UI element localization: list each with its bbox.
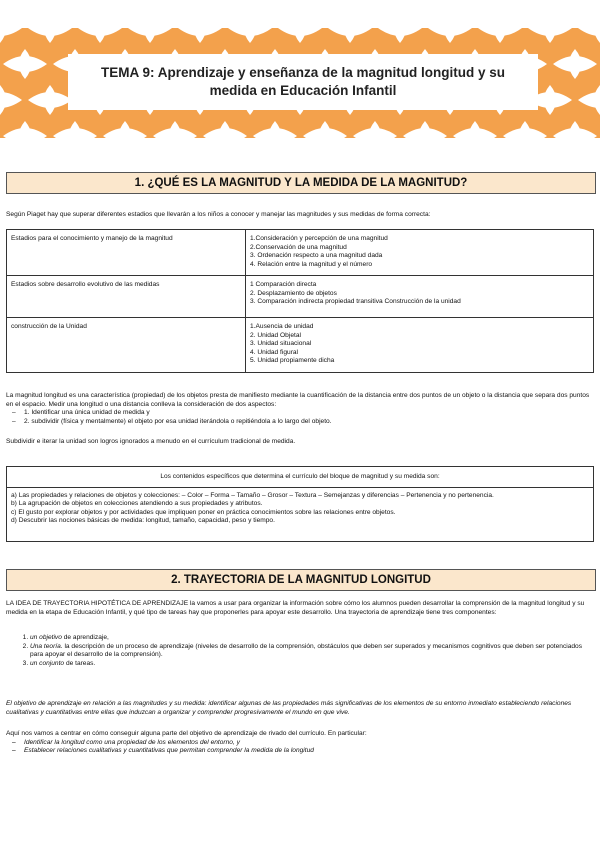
title-line-2: medida en Educación Infantil xyxy=(209,83,397,98)
section-1-heading xyxy=(6,172,596,194)
section-2-heading xyxy=(6,569,596,591)
table-row xyxy=(7,318,594,373)
curriculum-items xyxy=(7,488,593,530)
section-1-heading-text: 1. ¿QUÉ ES LA MAGNITUD Y LA MEDIDA DE LA MAGNITUD? xyxy=(134,177,468,189)
list-item: c) El gusto por explorar objetos y por actividades que impliquen poner en práctica conocimientos sobre las relaciones entre objetos. xyxy=(11,508,396,516)
trajectory-components xyxy=(6,634,596,668)
stage-item: 2.Conservación de una magnitud xyxy=(250,243,347,251)
learning-objective: El objetivo de aprendizaje en relación a las magnitudes y su medida: identificar algunas de las propiedades más significativas de los elementos de su entorno inmediato estableciendo relaciones cualitativas y cuantitativas entre ellas que induzcan a organizar y comprender progresivamente el mundo en que vive. xyxy=(6,700,572,716)
stage-label: Estadios sobre desarrollo evolutivo de las medidas xyxy=(7,276,246,318)
component-desc: de tareas. xyxy=(64,659,96,667)
stage-item: 2. Unidad Objetal xyxy=(250,331,301,339)
stage-items xyxy=(246,230,594,276)
section-1-intro: Según Piaget hay que superar diferentes estadios que llevarán a los niños a conocer y manejar las magnitudes y sus medidas de forma correcta: xyxy=(6,211,431,218)
stage-item: 5. Unidad propiamente dicha xyxy=(250,357,335,365)
list-item xyxy=(30,634,596,643)
stage-item: 4. Relación entre la magnitud y el número xyxy=(250,260,373,268)
components-list xyxy=(6,634,596,668)
component-desc: de aprendizaje, xyxy=(61,634,109,641)
list-item xyxy=(30,660,596,669)
component-term: un conjunto xyxy=(30,659,65,667)
stage-label: construcción de la Unidad xyxy=(7,318,246,373)
section-2-heading-text: 2. TRAYECTORIA DE LA MAGNITUD LONGITUD xyxy=(171,574,431,586)
stage-items xyxy=(246,276,594,318)
piaget-stages-table xyxy=(6,229,594,373)
closing-text: Aquí nos vamos a centrar en cómo conseguir alguna parte del objetivo de aprendizaje de rivado del currículo. En particular: xyxy=(6,730,367,737)
stage-item: 3. Ordenación respecto a una magnitud dada xyxy=(250,252,383,260)
magnitude-definition-text: La magnitud longitud es una característica (propiedad) de los objetos presta de manifiesto mediante la cuantificación de la distancia entre dos puntos de un objeto o la distancia que separa dos puntos en el espacio. Medir una longitud o una distancia conlleva la consideración de dos aspectos: xyxy=(6,392,590,408)
closing-paragraph xyxy=(6,730,596,756)
stage-items xyxy=(246,318,594,373)
curriculum-box-title: Los contenidos específicos que determina el currículo del bloque de magnitud y su medida son: xyxy=(7,467,593,488)
table-row xyxy=(7,276,594,318)
stage-item: 1 Comparación directa xyxy=(250,281,317,288)
document-title xyxy=(68,54,538,110)
title-line-1: TEMA 9: Aprendizaje y enseñanza de la magnitud longitud y su xyxy=(100,65,506,80)
list-item: – Identificar la longitud como una propiedad de los elementos del entorno, y xyxy=(12,739,596,748)
stage-item: 1.Consideración y percepción de una magnitud xyxy=(250,235,388,242)
curriculum-contents-box xyxy=(6,466,594,542)
component-term: Una teoría xyxy=(30,642,61,650)
stage-item: 3. Comparación indirecta propiedad transitiva Construcción de la unidad xyxy=(250,298,461,306)
stage-item: 3. Unidad situacional xyxy=(250,340,312,348)
stage-label: Estadios para el conocimiento y manejo de la magnitud xyxy=(7,230,246,276)
trajectory-intro: LA IDEA DE TRAYECTORIA HIPOTÉTICA DE APRENDIZAJE la vamos a usar para organizar la información sobre cómo los alumnos pueden desarrollar la comprensión de la magnitud longitud y su medida en la etapa de Educación Infantil, y qué tipo de tareas hay que proponerles para apoyar este desarrollo. Una trayectoria de aprendizaje tiene tres componentes: xyxy=(6,600,585,616)
list-item: d) Descubrir las nociones básicas de medida: longitud, tamaño, capacidad, peso y tiempo. xyxy=(11,517,275,525)
component-term: un objetivo xyxy=(30,634,62,641)
list-item: – 1. Identificar una única unidad de medida y xyxy=(12,409,596,418)
stage-item: 2. Desplazamiento de objetos xyxy=(250,289,337,297)
list-item: a) Las propiedades y relaciones de objetos y colecciones: – Color – Forma – Tamaño – Grosor – Textura – Semejanzas y diferencias – Pertenencia y no pertenencia. xyxy=(11,492,494,499)
closing-list xyxy=(6,739,596,756)
list-item: – Establecer relaciones cualitativas y cuantitativas que permitan comprender la medida de la longitud xyxy=(12,747,596,756)
magnitude-definition xyxy=(6,392,596,426)
list-item: – 2. subdividir (física y mentalmente) el objeto por esa unidad iterándola o repitiéndola a lo largo del objeto. xyxy=(12,418,596,427)
stage-item: 4. Unidad figural xyxy=(250,348,299,356)
list-item xyxy=(30,643,596,660)
subdivide-note: Subdividir e iterar la unidad son logros ignorados a menudo en el currículum tradicional de medida. xyxy=(6,438,296,445)
component-desc: . la descripción de un proceso de aprendizaje (niveles de desarrollo de la comprensión, obstáculos que deben ser superados y mecanismos cognitivos que deben ser potenciados para apoyar el desarrollo de la comprensión). xyxy=(30,642,583,659)
table-row xyxy=(7,230,594,276)
stage-item: 1.Ausencia de unidad xyxy=(250,323,314,330)
list-item: b) La agrupación de objetos en colecciones atendiendo a sus propiedades y atributos. xyxy=(11,500,263,508)
aspects-list xyxy=(6,409,596,426)
